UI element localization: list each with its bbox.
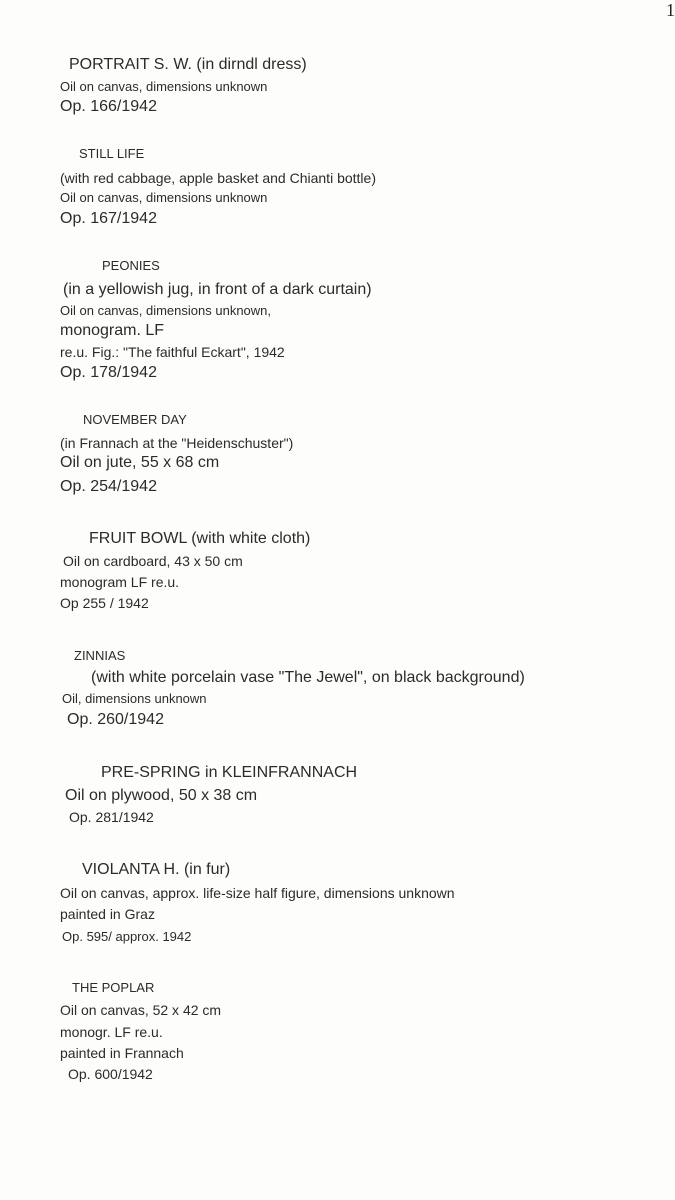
entry-note: re.u. Fig.: "The faithful Eckart", 1942 [60,344,285,360]
entry-note: painted in Frannach [60,1045,184,1061]
entry-opus: Op. 178/1942 [60,364,157,381]
entry-opus: Op. 254/1942 [60,478,157,495]
entry-medium: Oil on canvas, dimensions unknown, [60,303,272,318]
entry-medium: Oil on plywood, 50 x 38 cm [65,787,258,804]
entry-opus: Op. 167/1942 [60,210,157,227]
entry-title-zinnias: ZINNIAS [74,648,126,663]
entry-title-peonies: PEONIES [102,258,160,273]
entry-monogram: monogr. LF re.u. [60,1024,163,1040]
entry-title-the-poplar: THE POPLAR [72,980,155,995]
entry-monogram: monogram LF re.u. [60,574,180,590]
entry-medium: Oil, dimensions unknown [62,691,207,706]
entry-title-november-day: NOVEMBER DAY [83,412,187,427]
entry-opus: Op 255 / 1942 [60,595,149,611]
entry-title-still-life: STILL LIFE [79,146,145,161]
entry-opus: Op. 595/ approx. 1942 [62,929,192,944]
entry-medium: Oil on canvas, 52 x 42 cm [60,1002,222,1018]
entry-note: painted in Graz [60,906,155,922]
entry-medium: Oil on canvas, dimensions unknown [60,190,268,205]
entry-opus: Op. 600/1942 [68,1066,153,1082]
page-number: 1 [666,0,675,20]
entry-title-violanta-h: VIOLANTA H. (in fur) [82,861,231,878]
entry-opus: Op. 281/1942 [69,809,154,825]
entry-medium: Oil on canvas, approx. life-size half figure, dimensions unknown [60,885,455,901]
entry-title-pre-spring: PRE-SPRING in KLEINFRANNACH [101,764,358,781]
entry-subtitle: (with white porcelain vase "The Jewel", on black background) [91,669,525,686]
entry-medium: Oil on cardboard, 43 x 50 cm [63,553,243,569]
entry-opus: Op. 166/1942 [60,98,157,115]
entry-title-fruit-bowl: FRUIT BOWL (with white cloth) [89,530,311,547]
entry-medium: Oil on jute, 55 x 68 cm [60,454,220,471]
entry-monogram: monogram. LF [60,322,165,339]
entry-subtitle: (with red cabbage, apple basket and Chianti bottle) [60,170,376,186]
entry-opus: Op. 260/1942 [67,711,164,728]
entry-title-portrait-sw: PORTRAIT S. W. (in dirndl dress) [69,56,307,73]
entry-medium: Oil on canvas, dimensions unknown [60,79,268,94]
entry-subtitle: (in a yellowish jug, in front of a dark curtain) [63,281,372,298]
entry-subtitle: (in Frannach at the "Heidenschuster") [60,435,294,451]
